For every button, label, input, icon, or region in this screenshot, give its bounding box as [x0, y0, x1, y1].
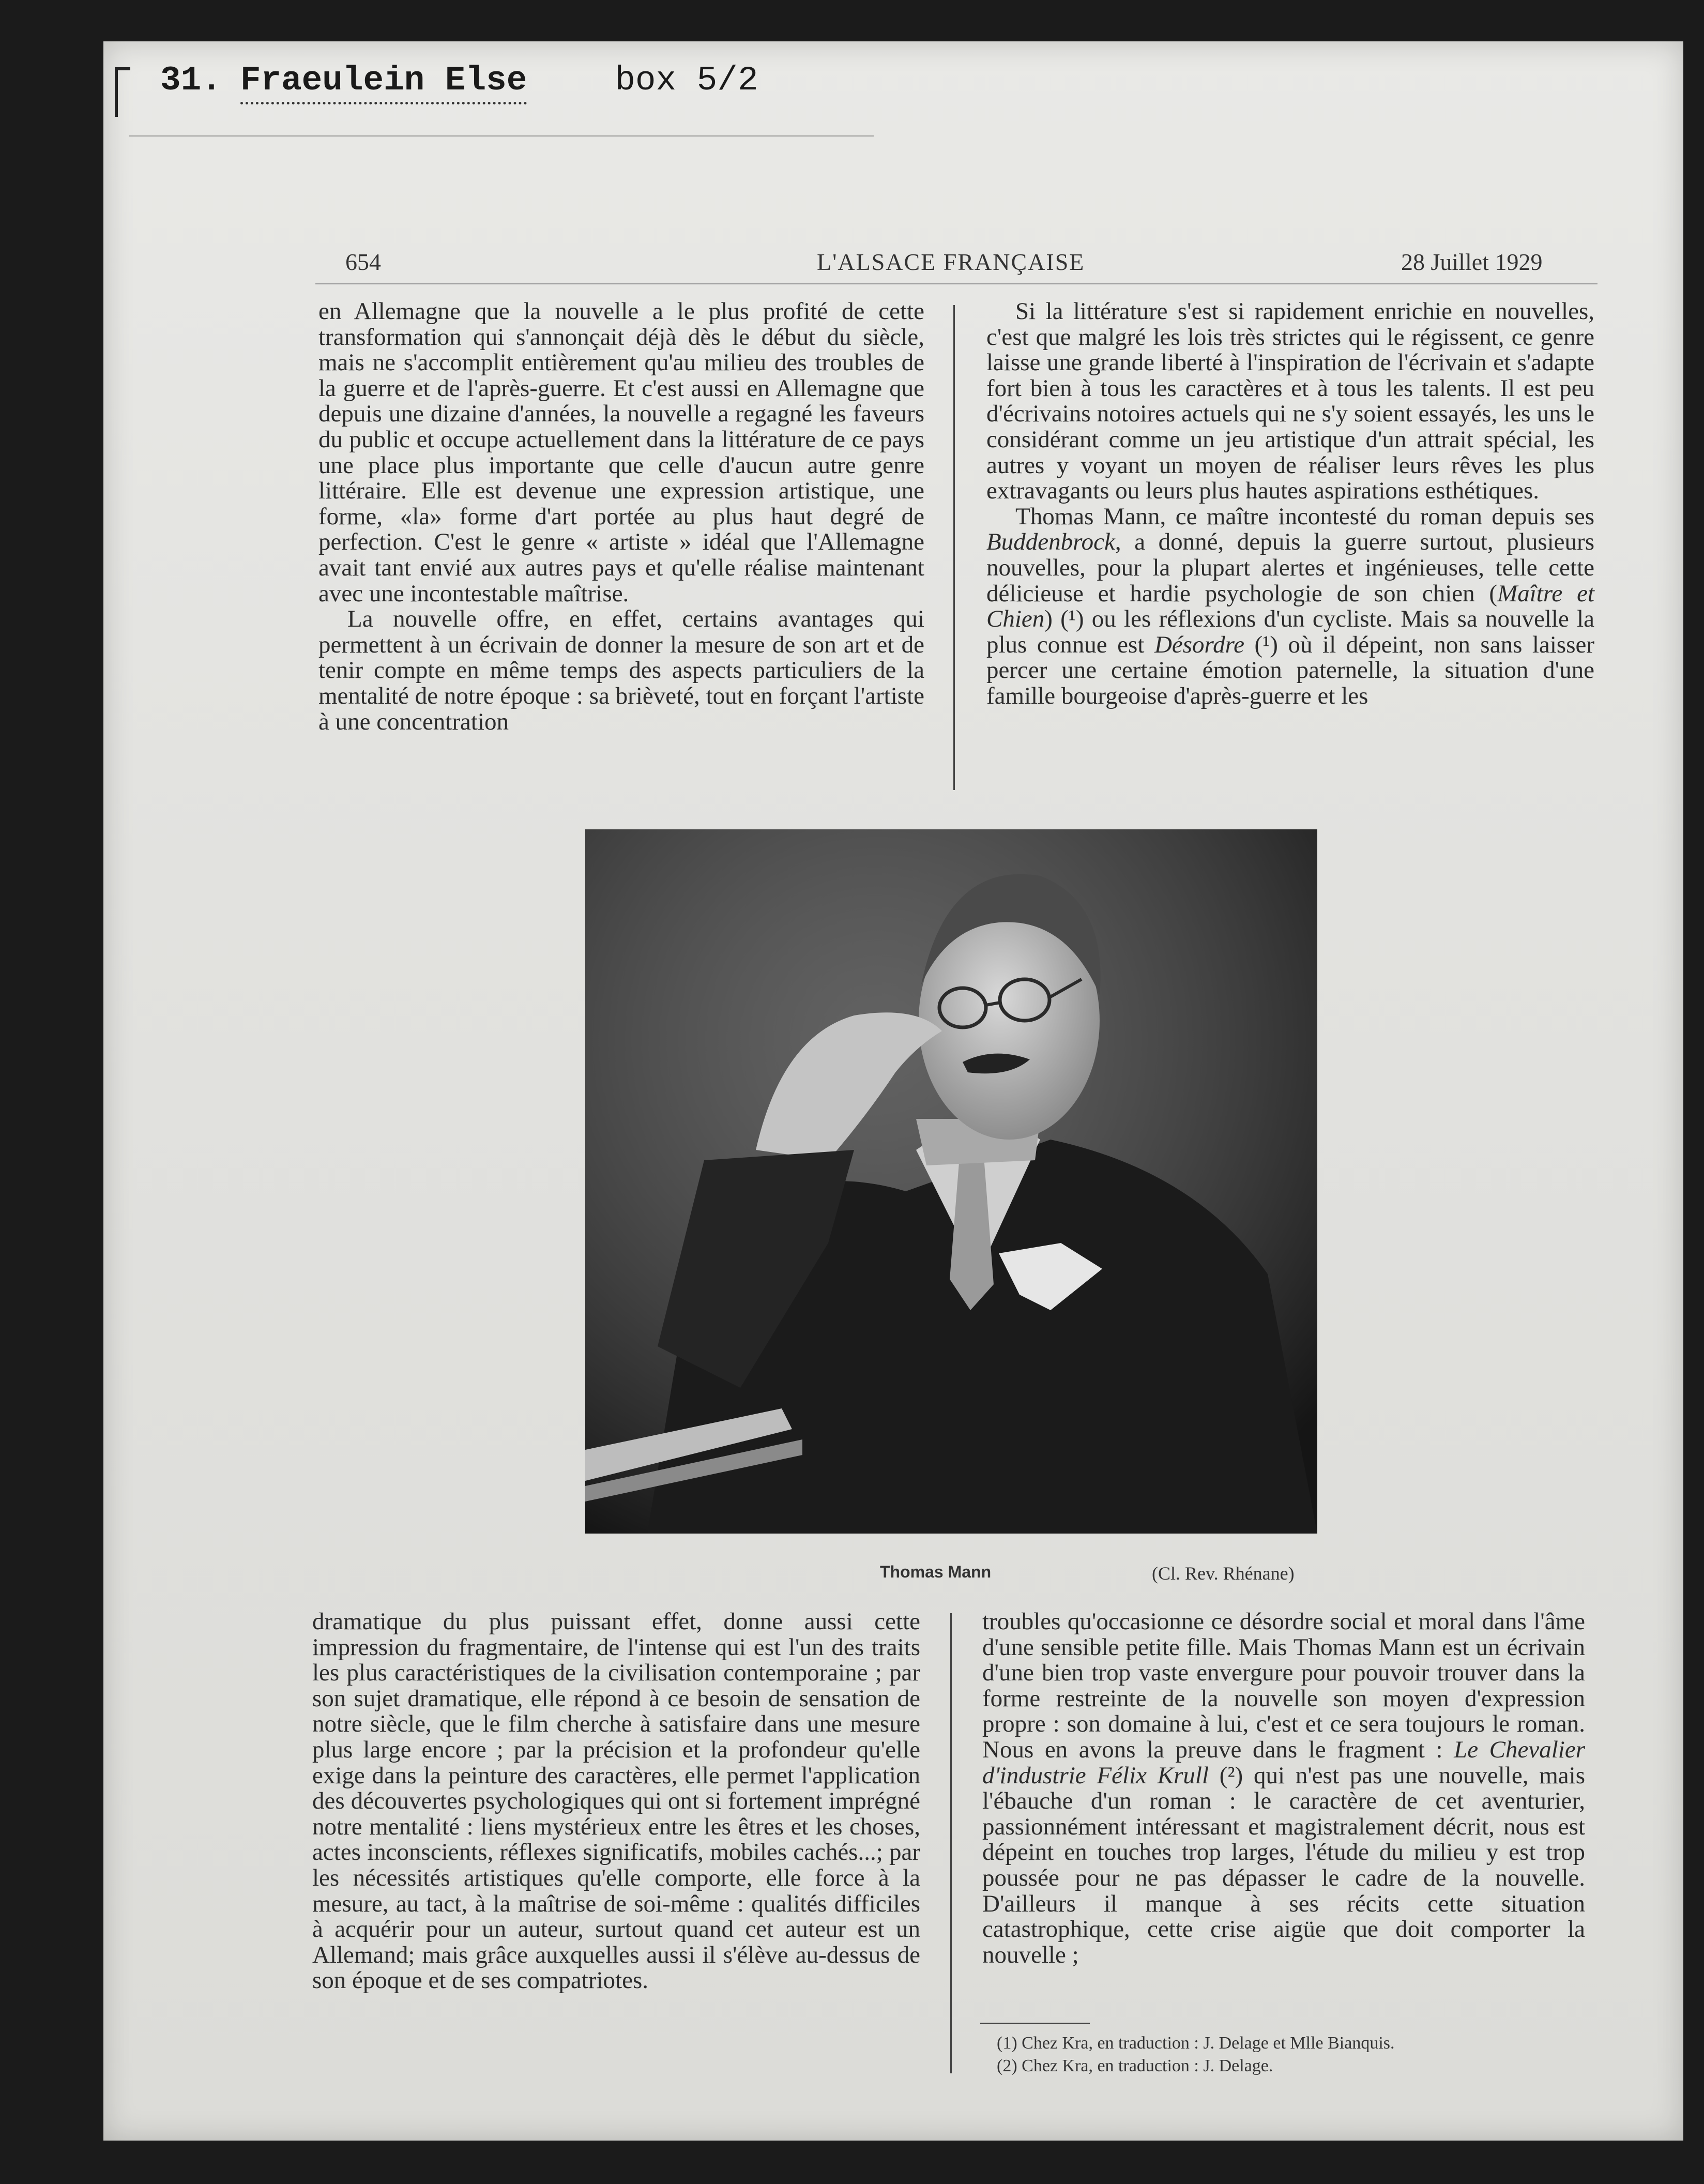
footnote-rule: [980, 2023, 1090, 2024]
portrait-illustration: [585, 829, 1317, 1534]
paragraph: La nouvelle offre, en effet, certains avantages qui permettent à un écrivain de donner la mesure de son art et de tenir compte en même temps des aspects particuliers de la mentalité de notre époque : sa brièveté, tout en forçant l'artiste à une concentration: [318, 605, 924, 735]
footnote-1: (1) Chez Kra, en traduction : J. Delage et Mlle Bianquis.: [997, 2034, 1395, 2053]
column-top-right: [986, 299, 1594, 709]
column-divider: [950, 1613, 952, 2073]
photo-credit: (Cl. Rev. Rhénane): [1152, 1563, 1295, 1584]
paragraph: Si la littérature s'est si rapidement enrichie en nouvelles, c'est que malgré les lois très strictes qui le régissent, ce genre laisse une grande liberté à l'inspiration de l'écrivain et s'adapte fort bien à tous les caractères et à tous les talents. Il est peu d'écrivains notoires actuels qui ne s'y soient essayés, les uns le considérant comme un jeu artistique d'un attrait spécial, les autres y voyant un moyen de réaliser leurs rêves les plus extravagants ou leurs plus hautes aspirations esthétiques.: [986, 298, 1594, 505]
paragraph: dramatique du plus puissant effet, donne aussi cette impression du fragmentaire, de l'intense qui est l'un des traits les plus caractéristiques de la civilisation contemporaine ; par son sujet dramatique, elle répond à ce besoin de sensation de notre siècle, que le film cherche à satisfaire dans une mesure plus large encore ; par la précision et la profondeur qu'elle exige dans la peinture des caractères, elle permet l'application des découvertes psychologiques qui ont si fortement imprégné notre mentalité : liens mystérieux entre les êtres et les choses, actes inconscients, réflexes significatifs, mobiles cachés...; par les nécessités artistiques qu'elle comporte, elle force à la mesure, au tact, à la maîtrise de soi-même : qualités difficiles à acquérir pour un auteur, surtout quand cet auteur est un Allemand; mais grâce auxquelles aussi il s'élève au-dessus de son époque et de ses compatriotes.: [312, 1608, 920, 1994]
paragraph: troubles qu'occasionne ce désordre social et moral dans l'âme d'une sensible petite fille. Mais Thomas Mann est un écrivain d'une bien trop vaste envergure pour pouvoir trouver dans la forme restreinte de la nouvelle son moyen d'expression propre : son domaine à lui, c'est et ce sera toujours le roman. Nous en avons la preuve dans le fragment : Le Chevalier d'industrie Félix Krull (²) qui n'est pas une nouvelle, mais l'ébauche d'un roman : le caractère de cet aventurier, passionnément intéressant et magistralement décrit, nous est dépeint en touches trop larges, l'étude du milieu y est trop poussée pour ne pas dépasser le cadre de la nouvelle. D'ailleurs il manque à ses récits cette situation catastrophique, cette crise aigüe que doit comporter la nouvelle ;: [982, 1608, 1586, 1968]
page-number: 654: [345, 249, 381, 275]
column-bottom-left: [312, 1609, 920, 1994]
footnote-2: (2) Chez Kra, en traduction : J. Delage.: [997, 2056, 1273, 2075]
issue-date: 28 Juillet 1929: [1401, 249, 1543, 275]
archive-number: 31.: [160, 61, 222, 100]
paragraph: Thomas Mann, ce maître incontesté du roman depuis ses Buddenbrock, a donné, depuis la guerre surtout, plusieurs nouvelles, pour la plupart alertes et ingénieuses, telle cette délicieuse et hardie psychologie de son chien (Maître et Chien) (¹) ou les réflexions d'un cycliste. Mais sa nouvelle la plus connue est Désordre (¹) où il dépeint, non sans laisser percer une certaine émotion paternelle, la situation d'une famille bourgeoise d'après-guerre et les: [986, 503, 1594, 709]
portrait-photo: [585, 829, 1317, 1534]
footnotes: [997, 2032, 1395, 2077]
column-top-left: [318, 299, 924, 735]
publication-title: L'ALSACE FRANÇAISE: [817, 249, 1085, 275]
paragraph: en Allemagne que la nouvelle a le plus profité de cette transformation qui s'annonçait déjà dès le début du siècle, mais ne s'accomplit entièrement qu'au milieu des troubles de la guerre et de l'après-guerre. Et c'est aussi en Allemagne que depuis une dizaine d'années, la nouvelle a regagné les faveurs du public et occupe actuellement dans la littérature de ce pays une place plus importante que celle d'aucun autre genre littéraire. Elle est devenue une expression artistique, une forme, «la» forme d'art portée au plus haut degré de perfection. C'est le genre « artiste » idéal que l'Allemagne avait tant envié aux autres pays et qu'elle réalise maintenant avec une incontestable maîtrise.: [318, 298, 924, 607]
column-divider: [953, 305, 955, 790]
column-bottom-right: [982, 1609, 1585, 1968]
archive-label: [160, 61, 758, 100]
archive-box: box 5/2: [615, 61, 758, 100]
label-divider: [129, 135, 874, 136]
photo-caption: Thomas Mann: [880, 1563, 992, 1581]
corner-bracket: [115, 67, 130, 117]
archive-title: Fraeulein Else: [240, 61, 527, 104]
header-rule: [315, 283, 1598, 284]
